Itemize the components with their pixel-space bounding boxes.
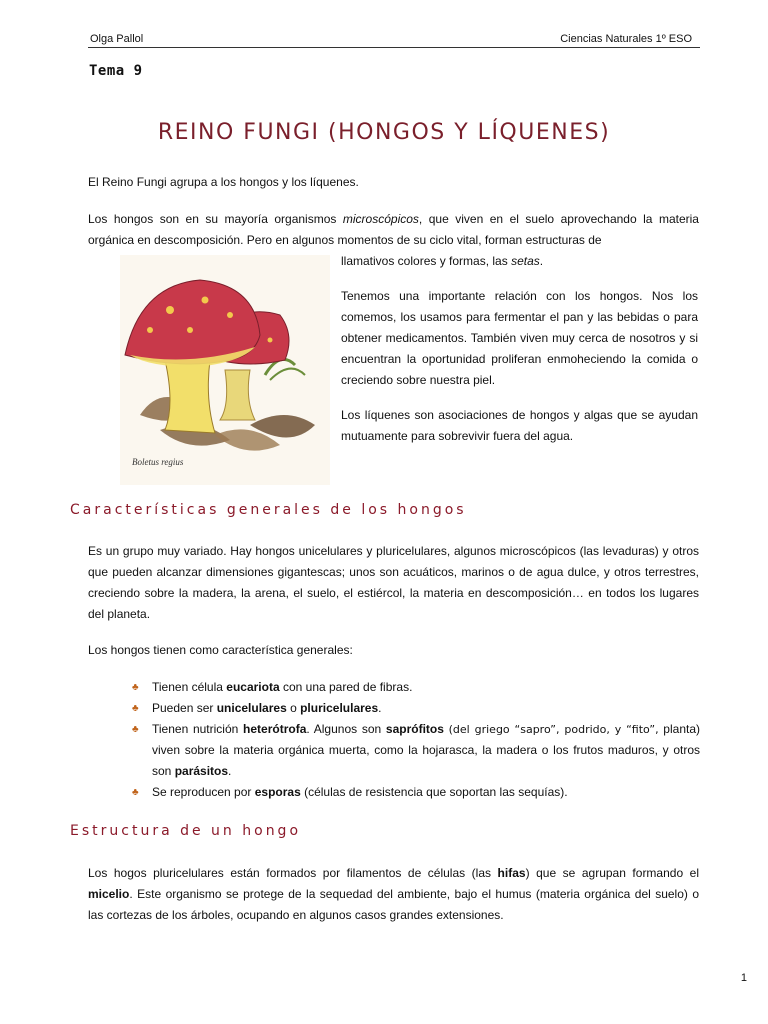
variety-paragraph: Es un grupo muy variado. Hay hongos unicelulares y pluricelulares, algunos microscópicos (las levaduras) y otros que pueden alcanzar dimensiones gigantescas; unos son acuáticos, marinos o de agua dulce, y otros terrestres, creciendo sobre la madera, la arena, el suelo, el estiércol, la materia en descomposición… en todos los lugares del planeta. <box>88 544 699 621</box>
characteristics-list <box>132 677 700 803</box>
section-heading-characteristics: Características generales de los hongos <box>70 502 467 518</box>
lichens-paragraph: Los líquenes son asociaciones de hongos y algas que se ayudan mutuamente para sobrevivir fuera del agua. <box>341 408 698 443</box>
intro-paragraph: El Reino Fungi agrupa a los hongos y los líquenes. <box>88 175 359 189</box>
topic-number: Tema 9 <box>89 63 143 79</box>
list-item: ♣ Pueden ser unicelulares o pluricelulares. <box>132 698 700 719</box>
list-item: ♣ Tienen célula eucariota con una pared de fibras. <box>132 677 700 698</box>
header-author: Olga Pallol <box>90 33 144 45</box>
section-heading-structure: Estructura de un hongo <box>70 823 302 839</box>
fungi-paragraph-cont: llamativos colores y formas, las setas. <box>341 254 544 268</box>
list-item: ♣ Se reproducen por esporas (células de resistencia que soportan las sequías). <box>132 782 700 803</box>
characteristics-intro: Los hongos tienen como característica generales: <box>88 643 353 657</box>
club-bullet-icon: ♣ <box>132 682 139 693</box>
image-caption: Boletus regius <box>132 457 184 467</box>
club-bullet-icon: ♣ <box>132 787 139 798</box>
page-title: REINO FUNGI (HONGOS Y LÍQUENES) <box>157 120 611 145</box>
structure-paragraph: Los hogos pluricelulares están formados por filamentos de células (las hifas) que se agrupan formando el micelio. Este organismo se protege de la sequedad del ambiente, bajo el humus (materia orgánica del suelo) o las cortezas de los árboles, ocupando en algunos casos grandes extensiones. <box>88 866 700 922</box>
fungi-paragraph: Los hongos son en su mayoría organismos microscópicos, que viven en el suelo aprovechando la materia orgánica en descomposición. Pero en algunos momentos de su ciclo vital, forman estructuras de <box>88 212 699 247</box>
club-bullet-icon: ♣ <box>132 724 139 735</box>
list-item: ♣ Tienen nutrición heterótrofa. Algunos son saprófitos (del griego “sapro”, podrido, y “fito”, planta) viven sobre la materia orgánica muerta, como la hojarasca, la madera o los frutos maduros, y otros son parásitos. <box>132 719 700 782</box>
header-course: Ciencias Naturales 1º ESO <box>560 33 692 45</box>
page-header <box>88 31 700 48</box>
boletus-illustration <box>120 255 330 485</box>
relation-paragraph: Tenemos una importante relación con los hongos. Nos los comemos, los usamos para fermentar el pan y las bebidas o para obtener medicamentos. También viven muy cerca de nosotros y si encuentran la oportunidad proliferan enmoheciendo la comida o creciendo sobre nuestra piel. <box>341 289 698 387</box>
club-bullet-icon: ♣ <box>132 703 139 714</box>
page-number: 1 <box>740 972 747 984</box>
